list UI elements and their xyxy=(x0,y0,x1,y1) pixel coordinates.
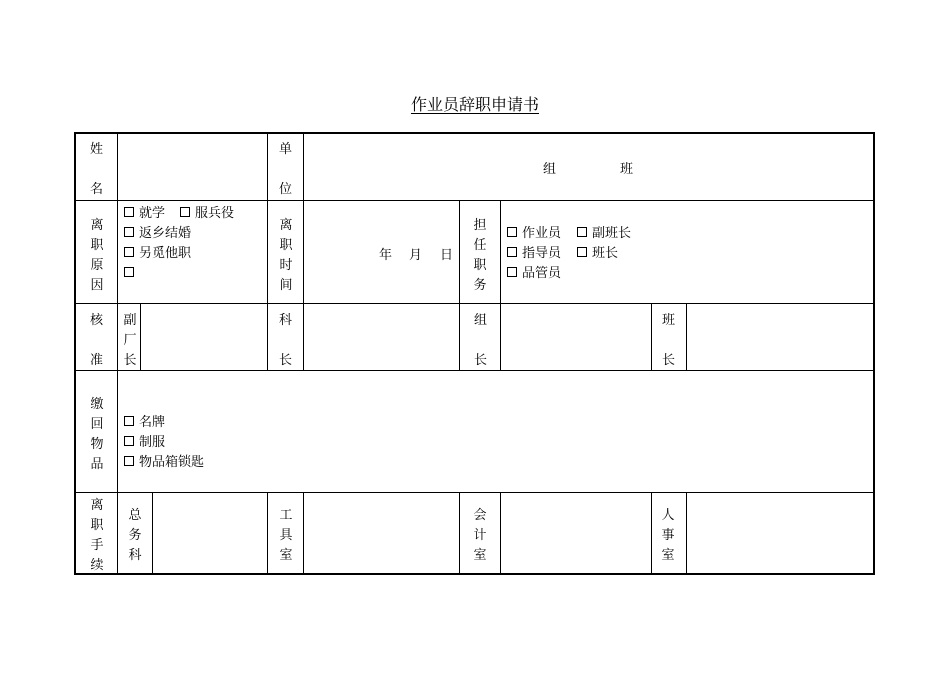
duty-option-shift-leader[interactable]: 班长 xyxy=(577,244,618,264)
col-divider xyxy=(267,492,268,573)
return-item-nameplate[interactable]: 名牌 xyxy=(124,413,165,433)
deputy-director-signature[interactable] xyxy=(141,304,267,370)
shift-leader-char: 长 xyxy=(662,353,676,368)
date-month: 月 xyxy=(409,248,423,263)
reason-option-blank[interactable] xyxy=(124,264,139,284)
checkbox[interactable] xyxy=(124,436,134,446)
name-field[interactable] xyxy=(118,134,267,200)
section-chief-signature[interactable] xyxy=(304,304,459,370)
deputy-director-label: 副 厂 长 xyxy=(123,313,137,368)
checkbox[interactable] xyxy=(180,207,190,217)
hr-label: 人 事 室 xyxy=(661,508,675,563)
checkbox[interactable] xyxy=(124,247,134,257)
duty-option-operator[interactable]: 作业员 xyxy=(507,224,561,244)
reason-option-other-job[interactable]: 另觅他职 xyxy=(124,244,191,264)
procedure-label: 离 职 手 续 xyxy=(90,498,104,573)
reason-option-military[interactable]: 服兵役 xyxy=(180,204,234,224)
return-items-label: 缴 回 物 品 xyxy=(90,397,104,472)
group-leader-signature[interactable] xyxy=(501,304,651,370)
checkbox[interactable] xyxy=(124,456,134,466)
shift-suffix: 班 xyxy=(620,162,634,177)
group-leader-char: 组 xyxy=(474,313,488,328)
checkbox[interactable] xyxy=(124,227,134,237)
unit-label-char: 单 xyxy=(279,142,293,157)
duty-label: 担 任 职 务 xyxy=(473,218,487,293)
tool-room-signature[interactable] xyxy=(304,493,459,573)
duty-option-instructor[interactable]: 指导员 xyxy=(507,244,561,264)
checkbox[interactable] xyxy=(507,247,517,257)
page-title: 作业员辞职申请书 xyxy=(410,95,539,114)
checkbox[interactable] xyxy=(507,267,517,277)
shift-leader-char: 班 xyxy=(662,313,676,328)
general-affairs-signature[interactable] xyxy=(153,493,267,573)
accounting-label: 会 计 室 xyxy=(473,508,487,563)
col-divider xyxy=(459,200,460,370)
name-label-char: 姓 xyxy=(90,142,104,157)
date-year: 年 xyxy=(379,248,393,263)
name-label-char: 名 xyxy=(90,182,104,197)
reason-option-study[interactable]: 就学 xyxy=(124,204,165,224)
col-divider xyxy=(651,492,652,573)
row-divider xyxy=(76,200,873,201)
col-divider xyxy=(651,303,652,370)
col-divider xyxy=(267,134,268,370)
return-item-locker-key[interactable]: 物品箱锁匙 xyxy=(124,453,204,473)
duty-option-qc[interactable]: 品管员 xyxy=(507,264,561,284)
section-chief-char: 科 xyxy=(279,313,293,328)
return-item-uniform[interactable]: 制服 xyxy=(124,433,165,453)
resignation-form-table xyxy=(74,132,875,575)
approve-label-char: 核 xyxy=(90,313,104,328)
reason-option-marriage[interactable]: 返乡结婚 xyxy=(124,224,191,244)
checkbox[interactable] xyxy=(124,267,134,277)
shift-leader-signature[interactable] xyxy=(687,304,873,370)
col-divider xyxy=(459,492,460,573)
checkbox[interactable] xyxy=(124,207,134,217)
time-label: 离 职 时 间 xyxy=(279,218,293,293)
hr-signature[interactable] xyxy=(687,493,873,573)
checkbox[interactable] xyxy=(577,227,587,237)
tool-room-label: 工 具 室 xyxy=(279,508,293,563)
unit-field[interactable] xyxy=(304,134,873,200)
reason-label: 离 职 原 因 xyxy=(90,218,104,293)
date-day: 日 xyxy=(440,248,454,263)
accounting-signature[interactable] xyxy=(501,493,651,573)
group-suffix: 组 xyxy=(543,162,557,177)
checkbox[interactable] xyxy=(577,247,587,257)
checkbox[interactable] xyxy=(124,416,134,426)
approve-label-char: 准 xyxy=(90,353,104,368)
group-leader-char: 长 xyxy=(474,353,488,368)
general-affairs-label: 总 务 科 xyxy=(128,508,142,563)
section-chief-char: 长 xyxy=(279,353,293,368)
unit-label-char: 位 xyxy=(279,182,293,197)
checkbox[interactable] xyxy=(507,227,517,237)
duty-option-deputy-leader[interactable]: 副班长 xyxy=(577,224,631,244)
